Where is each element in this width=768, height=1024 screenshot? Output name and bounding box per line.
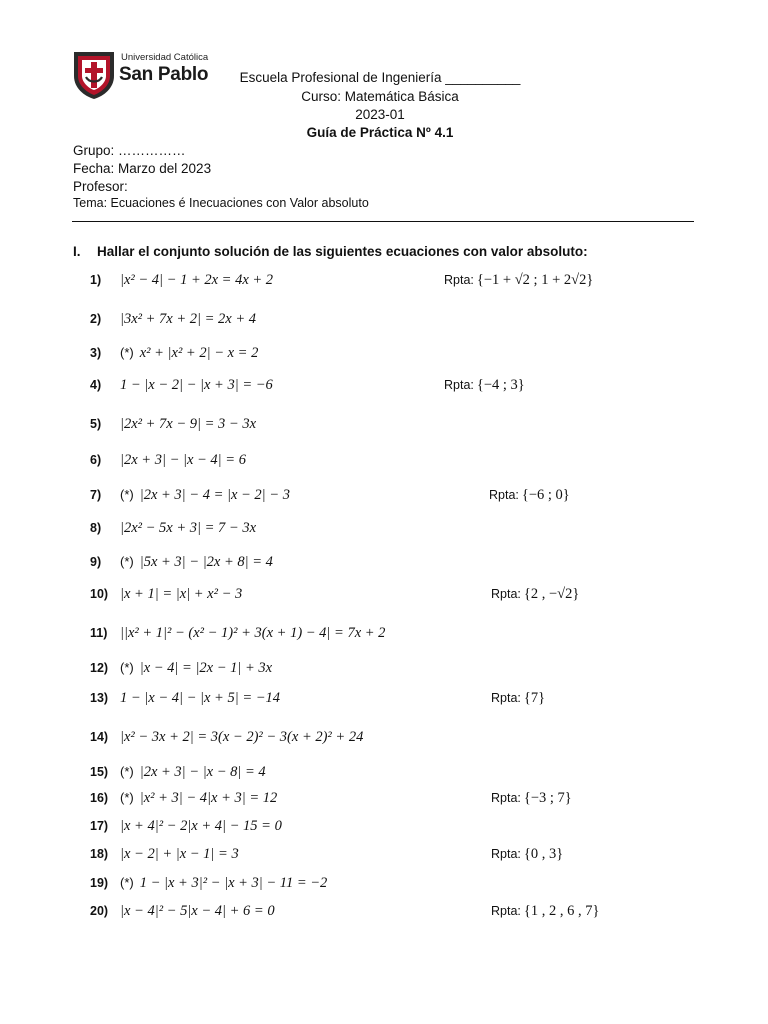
problem-equation [120, 554, 273, 570]
problem-row [90, 583, 242, 605]
problem-equation [120, 452, 246, 468]
equation-text: |2x + 3| − |x − 4| = 6 [120, 452, 246, 468]
problem-number: 3) [90, 346, 102, 360]
problem-row [90, 657, 272, 679]
answer-value: {−4 ; 3} [476, 377, 525, 393]
answer [491, 687, 545, 709]
answer-label: Rpta: [491, 847, 521, 861]
problem-equation [120, 729, 363, 745]
equation-text: 1 − |x − 4| − |x + 5| = −14 [120, 690, 281, 706]
equation-text: |x² − 3x + 2| = 3(x − 2)² − 3(x + 2)² + 24 [120, 729, 364, 745]
optional-marker: (*) [120, 660, 134, 675]
equation-text: |2x² + 7x − 9| = 3 − 3x [120, 416, 257, 432]
answer-value: {2 , −√2} [523, 586, 580, 602]
answer-label: Rpta: [444, 378, 474, 392]
optional-marker: (*) [120, 554, 134, 569]
problem-number: 14) [90, 730, 109, 744]
header-divider [72, 221, 694, 222]
problem-row [90, 484, 290, 506]
problem-number: 16) [90, 791, 109, 805]
problem-row [90, 308, 256, 330]
problem-number: 8) [90, 521, 102, 535]
problem-row [90, 551, 273, 573]
topic-line: Tema: Ecuaciones é Inecuaciones con Valor absoluto [73, 196, 369, 210]
equation-text: |x + 1| = |x| + x² − 3 [120, 586, 243, 602]
equation-text: |x − 4| = |2x − 1| + 3x [139, 660, 273, 676]
answer [491, 843, 563, 865]
problem-equation [120, 846, 239, 862]
answer-label: Rpta: [489, 488, 519, 502]
problem-row [90, 269, 273, 291]
problem-equation [120, 690, 280, 706]
problem-row [90, 900, 275, 922]
equation-text: x² + |x² + 2| − x = 2 [139, 345, 259, 361]
section-number: I. [73, 244, 81, 259]
answer-value: {−1 + √2 ; 1 + 2√2} [476, 272, 594, 288]
equation-text: ||x² + 1|² − (x² − 1)² + 3(x + 1) − 4| = 7x + 2 [120, 625, 386, 641]
problem-number: 20) [90, 904, 109, 918]
problem-row [90, 761, 266, 783]
equation-text: |x² + 3| − 4|x + 3| = 12 [139, 790, 278, 806]
problem-row [90, 449, 246, 471]
guide-title: Guía de Práctica Nº 4.1 [306, 125, 454, 140]
problem-equation [120, 311, 256, 327]
problem-number: 15) [90, 765, 109, 779]
answer [489, 484, 570, 506]
shield-cross-icon [72, 50, 116, 100]
problem-row [90, 787, 277, 809]
equation-text: |3x² + 7x + 2| = 2x + 4 [120, 311, 257, 327]
equation-text: |2x² − 5x + 3| = 7 − 3x [120, 520, 257, 536]
problem-row [90, 872, 327, 894]
logo-top-text: Universidad Católica [121, 52, 209, 63]
answer [444, 269, 593, 291]
answer-label: Rpta: [491, 691, 521, 705]
equation-text: |2x + 3| − 4 = |x − 2| − 3 [139, 487, 290, 503]
problem-number: 19) [90, 876, 109, 890]
problem-row [90, 413, 256, 435]
problem-number: 17) [90, 819, 109, 833]
date-line: Fecha: Marzo del 2023 [73, 161, 212, 176]
problem-equation [120, 764, 266, 780]
problem-equation [120, 660, 272, 676]
problem-equation [120, 818, 282, 834]
problem-number: 10) [90, 587, 109, 601]
problem-number: 13) [90, 691, 109, 705]
problem-row [90, 374, 273, 396]
section-title [73, 244, 588, 259]
problem-number: 6) [90, 453, 102, 467]
problem-equation [120, 586, 242, 602]
optional-marker: (*) [120, 487, 134, 502]
problem-number: 11) [90, 626, 108, 640]
problem-equation [120, 875, 327, 891]
answer-value: {0 , 3} [523, 846, 564, 862]
professor-line: Profesor: [73, 179, 128, 194]
problem-number: 12) [90, 661, 109, 675]
answer-label: Rpta: [491, 791, 521, 805]
problem-row [90, 726, 363, 748]
equation-text: 1 − |x − 2| − |x + 3| = −6 [120, 377, 273, 393]
problem-row [90, 687, 280, 709]
answer-value: {−6 ; 0} [521, 487, 570, 503]
problem-number: 2) [90, 312, 102, 326]
equation-text: |5x + 3| − |2x + 8| = 4 [139, 554, 273, 570]
problem-equation [120, 377, 273, 393]
term-line: 2023-01 [355, 107, 405, 122]
problem-row [90, 843, 239, 865]
optional-marker: (*) [120, 764, 134, 779]
problem-equation [120, 416, 256, 432]
answer-value: {1 , 2 , 6 , 7} [523, 903, 600, 919]
answer-value: {−3 ; 7} [523, 790, 572, 806]
answer [491, 787, 572, 809]
equation-text: 1 − |x + 3|² − |x + 3| − 11 = −2 [139, 875, 328, 891]
section-text: Hallar el conjunto solución de las siguientes ecuaciones con valor absoluto: [97, 244, 588, 259]
group-line: Grupo: …………… [73, 143, 186, 158]
problem-equation [120, 272, 273, 288]
equation-text: |x − 4|² − 5|x − 4| + 6 = 0 [120, 903, 275, 919]
answer [491, 583, 579, 605]
equation-text: |x² − 4| − 1 + 2x = 4x + 2 [120, 272, 274, 288]
equation-text: |2x + 3| − |x − 8| = 4 [139, 764, 266, 780]
answer [444, 374, 525, 396]
problem-row [90, 517, 256, 539]
problem-row [90, 815, 282, 837]
problem-number: 7) [90, 488, 102, 502]
problem-equation [120, 345, 258, 361]
equation-text: |x + 4|² − 2|x + 4| − 15 = 0 [120, 818, 282, 834]
answer-label: Rpta: [444, 273, 474, 287]
problem-number: 5) [90, 417, 102, 431]
answer-label: Rpta: [491, 587, 521, 601]
problem-number: 18) [90, 847, 109, 861]
problem-equation [120, 520, 256, 536]
answer [491, 900, 599, 922]
answer-value: {7} [523, 690, 546, 706]
problem-equation [120, 625, 385, 641]
logo-main-text: San Pablo [119, 64, 209, 85]
problem-equation [120, 487, 290, 503]
problem-equation [120, 903, 275, 919]
problem-row [90, 622, 385, 644]
optional-marker: (*) [120, 790, 134, 805]
problem-number: 9) [90, 555, 102, 569]
problem-equation [120, 790, 277, 806]
school-line: Escuela Profesional de Ingeniería __________ [239, 70, 521, 85]
optional-marker: (*) [120, 875, 134, 890]
optional-marker: (*) [120, 345, 134, 360]
problem-number: 1) [90, 273, 102, 287]
answer-label: Rpta: [491, 904, 521, 918]
course-line: Curso: Matemática Básica [301, 89, 459, 104]
problem-number: 4) [90, 378, 102, 392]
problem-row [90, 342, 258, 364]
equation-text: |x − 2| + |x − 1| = 3 [120, 846, 239, 862]
